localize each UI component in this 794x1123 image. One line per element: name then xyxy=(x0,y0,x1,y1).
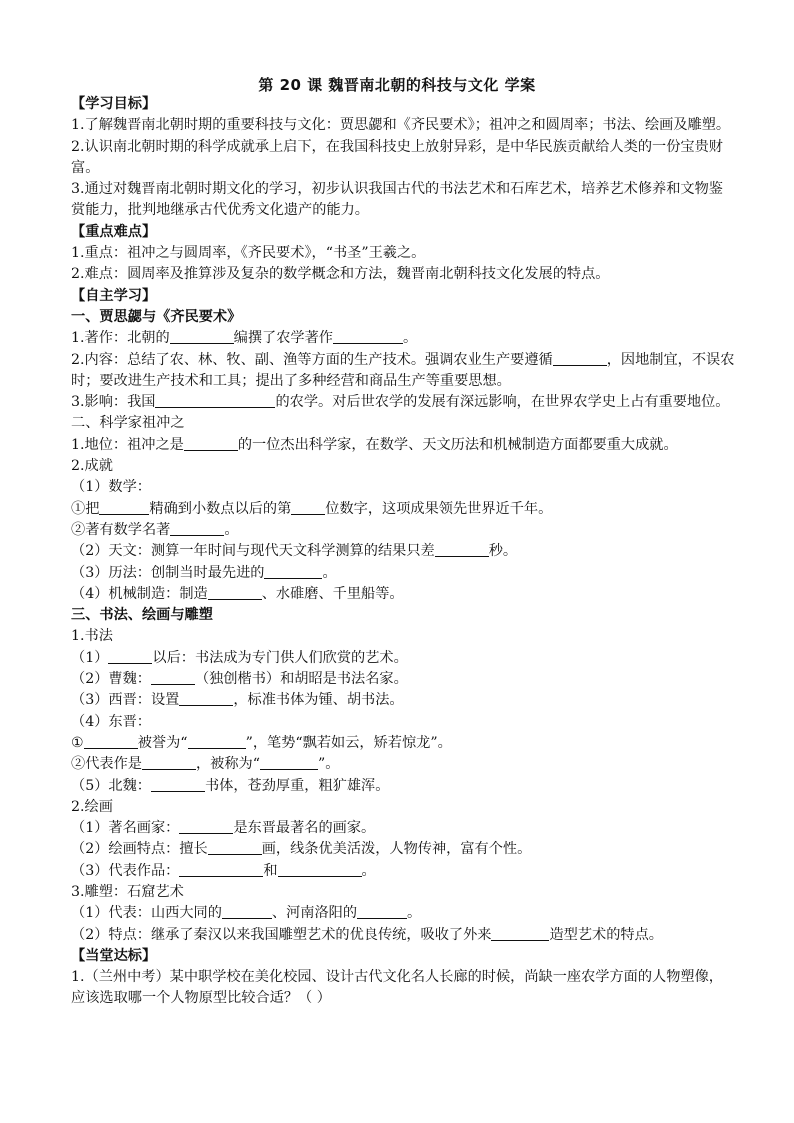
text-segment: （3）历法：创制当时最先进的 xyxy=(71,564,265,581)
text-segment: 。 xyxy=(361,862,376,879)
section-3-heading: 三、书法、绘画与雕塑 xyxy=(71,607,213,624)
sc-line-2 xyxy=(71,925,735,946)
s2-line-7 xyxy=(71,563,735,584)
text-segment: 、河南洛阳的 xyxy=(271,905,358,922)
text-segment: 以后：书法成为专门供人们欣赏的艺术。 xyxy=(152,649,408,666)
document-body xyxy=(71,94,735,1010)
text-segment: 书体，苍劲厚重，粗犷雄浑。 xyxy=(204,777,390,794)
answer-blank[interactable] xyxy=(179,819,233,834)
c-line-7 xyxy=(71,776,735,797)
section-2-heading: 二、科学家祖冲之 xyxy=(71,415,185,432)
s1-line-1 xyxy=(71,328,735,349)
text-segment: （2）天文：测算一年时间与现代天文科学测算的结果只差 xyxy=(71,543,435,560)
text-segment: ，被称为“ xyxy=(195,756,260,773)
text-segment: 3.影响：我国 xyxy=(71,394,156,411)
answer-blank[interactable] xyxy=(170,329,234,344)
c-line-1 xyxy=(71,648,735,669)
answer-blank[interactable] xyxy=(357,904,407,919)
text-segment: 、水碓磨、千里船等。 xyxy=(261,585,404,602)
answer-blank[interactable] xyxy=(170,521,224,536)
answer-blank[interactable] xyxy=(553,351,607,366)
objective-item-1: 1.了解魏晋南北朝时期的重要科技与文化：贾思勰和《齐民要术》；祖冲之和圆周率；书法、绘画及雕塑。 xyxy=(71,117,731,134)
text-segment: 的一位杰出科学家，在数学、天文历法和机械制造方面都要重大成就。 xyxy=(237,436,678,453)
answer-blank[interactable] xyxy=(208,840,262,855)
answer-blank[interactable] xyxy=(333,329,403,344)
text-segment: （3）西晋：设置 xyxy=(71,692,180,709)
objective-item-3: 3.通过对魏晋南北朝时期文化的学习，初步认识我国古代的书法艺术和石库艺术，培养艺术修养和文物鉴赏能力，批判地继承古代优秀文化遗产的能力。 xyxy=(71,181,723,219)
text-segment: 位数字，这项成果领先世界近千年。 xyxy=(325,500,553,517)
answer-blank[interactable] xyxy=(179,862,263,877)
p-line-1 xyxy=(71,818,735,839)
s2-line-6 xyxy=(71,541,735,562)
c-line-4: （4）东晋： xyxy=(71,713,151,730)
answer-blank[interactable] xyxy=(84,734,138,749)
answer-blank[interactable] xyxy=(491,926,549,941)
text-segment: （2）特点：继承了秦汉以来我国雕塑艺术的优良传统，吸收了外来 xyxy=(71,926,492,943)
text-segment: 被誉为“ xyxy=(137,734,188,751)
s1-line-2 xyxy=(71,350,735,393)
answer-blank[interactable] xyxy=(222,904,272,919)
text-segment: 的农学。对后世农学的发展有深远影响，在世界农学史上占有重要地位。 xyxy=(275,394,730,411)
answer-blank[interactable] xyxy=(184,436,238,451)
answer-blank[interactable] xyxy=(108,649,152,664)
painting-heading: 2.绘画 xyxy=(71,798,113,815)
answer-blank[interactable] xyxy=(151,670,195,685)
text-segment: （1）代表：山西大同的 xyxy=(71,905,222,922)
s2-line-1 xyxy=(71,435,735,456)
answer-blank[interactable] xyxy=(155,393,275,408)
c-line-2 xyxy=(71,669,735,690)
text-segment: ，标准书体为锺、胡书法。 xyxy=(233,692,404,709)
text-segment: 和 xyxy=(263,862,278,879)
answer-blank[interactable] xyxy=(278,862,362,877)
text-segment: （独创楷书）和胡昭是书法名家。 xyxy=(194,671,408,688)
answer-blank[interactable] xyxy=(435,542,489,557)
answer-blank[interactable] xyxy=(264,564,322,579)
c-line-5 xyxy=(71,733,735,754)
text-segment: 1.地位：祖冲之是 xyxy=(71,436,184,453)
text-segment: ① xyxy=(71,734,84,751)
answer-blank[interactable] xyxy=(179,691,233,706)
text-segment: （3）代表作品： xyxy=(71,862,180,879)
answer-blank[interactable] xyxy=(151,777,205,792)
s2-line-2: 2.成就 xyxy=(71,458,113,475)
p-line-3 xyxy=(71,861,735,882)
text-segment: 造型艺术的特点。 xyxy=(549,926,663,943)
text-segment: 1.著作：北朝的 xyxy=(71,330,170,347)
text-segment: （2）曹魏： xyxy=(71,671,151,688)
answer-blank[interactable] xyxy=(142,755,196,770)
s2-line-4 xyxy=(71,499,735,520)
s2-line-8 xyxy=(71,584,735,605)
text-segment: ”。 xyxy=(317,756,340,773)
text-segment: 秒。 xyxy=(488,543,518,560)
sculpture-heading: 3.雕塑：石窟艺术 xyxy=(71,883,184,900)
text-segment: 。 xyxy=(322,564,337,581)
text-segment: ，因地制宜，不误农时；要改进生产技术和工具；提出了多种经营和商品生产等重要思想。 xyxy=(71,351,735,389)
text-segment: （1）著名画家： xyxy=(71,820,180,837)
c-line-3 xyxy=(71,690,735,711)
text-segment: （1） xyxy=(71,649,109,666)
text-segment: ①把 xyxy=(71,500,100,517)
text-segment: （2）绘画特点：擅长 xyxy=(71,841,208,858)
p-line-2 xyxy=(71,839,735,860)
s2-line-5 xyxy=(71,520,735,541)
text-segment: ②代表作是 xyxy=(71,756,142,773)
text-segment: （4）机械制造：制造 xyxy=(71,585,208,602)
c-line-6 xyxy=(71,754,735,775)
keypoint-item-2: 2.难点：圆周率及推算涉及复杂的数学概念和方法，魏晋南北朝科技文化发展的特点。 xyxy=(71,266,610,283)
s2-line-3: （1）数学： xyxy=(71,479,151,496)
section-1-heading: 一、贾思勰与《齐民要术》 xyxy=(71,308,242,325)
sc-line-1 xyxy=(71,903,735,924)
keypoints-heading: 【重点难点】 xyxy=(71,223,157,240)
page-title: 第 20 课 魏晋南北朝的科技与文化 学案 xyxy=(258,76,536,94)
answer-blank[interactable] xyxy=(208,585,262,600)
answer-blank[interactable] xyxy=(260,755,318,770)
text-segment: （5）北魏： xyxy=(71,777,151,794)
answer-blank[interactable] xyxy=(291,500,325,515)
objectives-heading: 【学习目标】 xyxy=(71,96,157,112)
text-segment: 是东晋最著名的画家。 xyxy=(233,820,376,837)
text-segment: 。 xyxy=(224,521,239,538)
text-segment: 。 xyxy=(403,330,418,347)
calligraphy-heading: 1.书法 xyxy=(71,628,113,645)
answer-blank[interactable] xyxy=(99,500,149,515)
keypoint-item-1: 1.重点：祖冲之与圆周率，《齐民要术》，“书圣”王羲之。 xyxy=(71,245,426,262)
practice-question-1: 1.（兰州中考）某中职学校在美化校园、设计古代文化名人长廊的时候，尚缺一座农学方面的人物塑像，应该选取哪一个人物原型比较合适？（ ） xyxy=(71,969,723,1007)
self-study-heading: 【自主学习】 xyxy=(71,287,157,304)
text-segment: 2.内容：总结了农、林、牧、副、渔等方面的生产技术。强调农业生产要遵循 xyxy=(71,351,553,368)
answer-blank[interactable] xyxy=(188,734,246,749)
objective-item-2: 2.认识南北朝时期的科学成就承上启下，在我国科技史上放射异彩，是中华民族贡献给人类的一份宝贵财富。 xyxy=(71,138,723,176)
text-segment: ”，笔势“飘若如云，矫若惊龙”。 xyxy=(245,734,452,751)
text-segment: 编撰了农学著作 xyxy=(233,330,333,347)
text-segment: 精确到小数点以后的第 xyxy=(149,500,292,517)
text-segment: ②著有数学名著 xyxy=(71,521,171,538)
text-segment: 。 xyxy=(407,905,422,922)
s1-line-3 xyxy=(71,392,735,413)
practice-heading: 【当堂达标】 xyxy=(71,947,157,964)
text-segment: 画，线条优美活泼，人物传神，富有个性。 xyxy=(261,841,532,858)
